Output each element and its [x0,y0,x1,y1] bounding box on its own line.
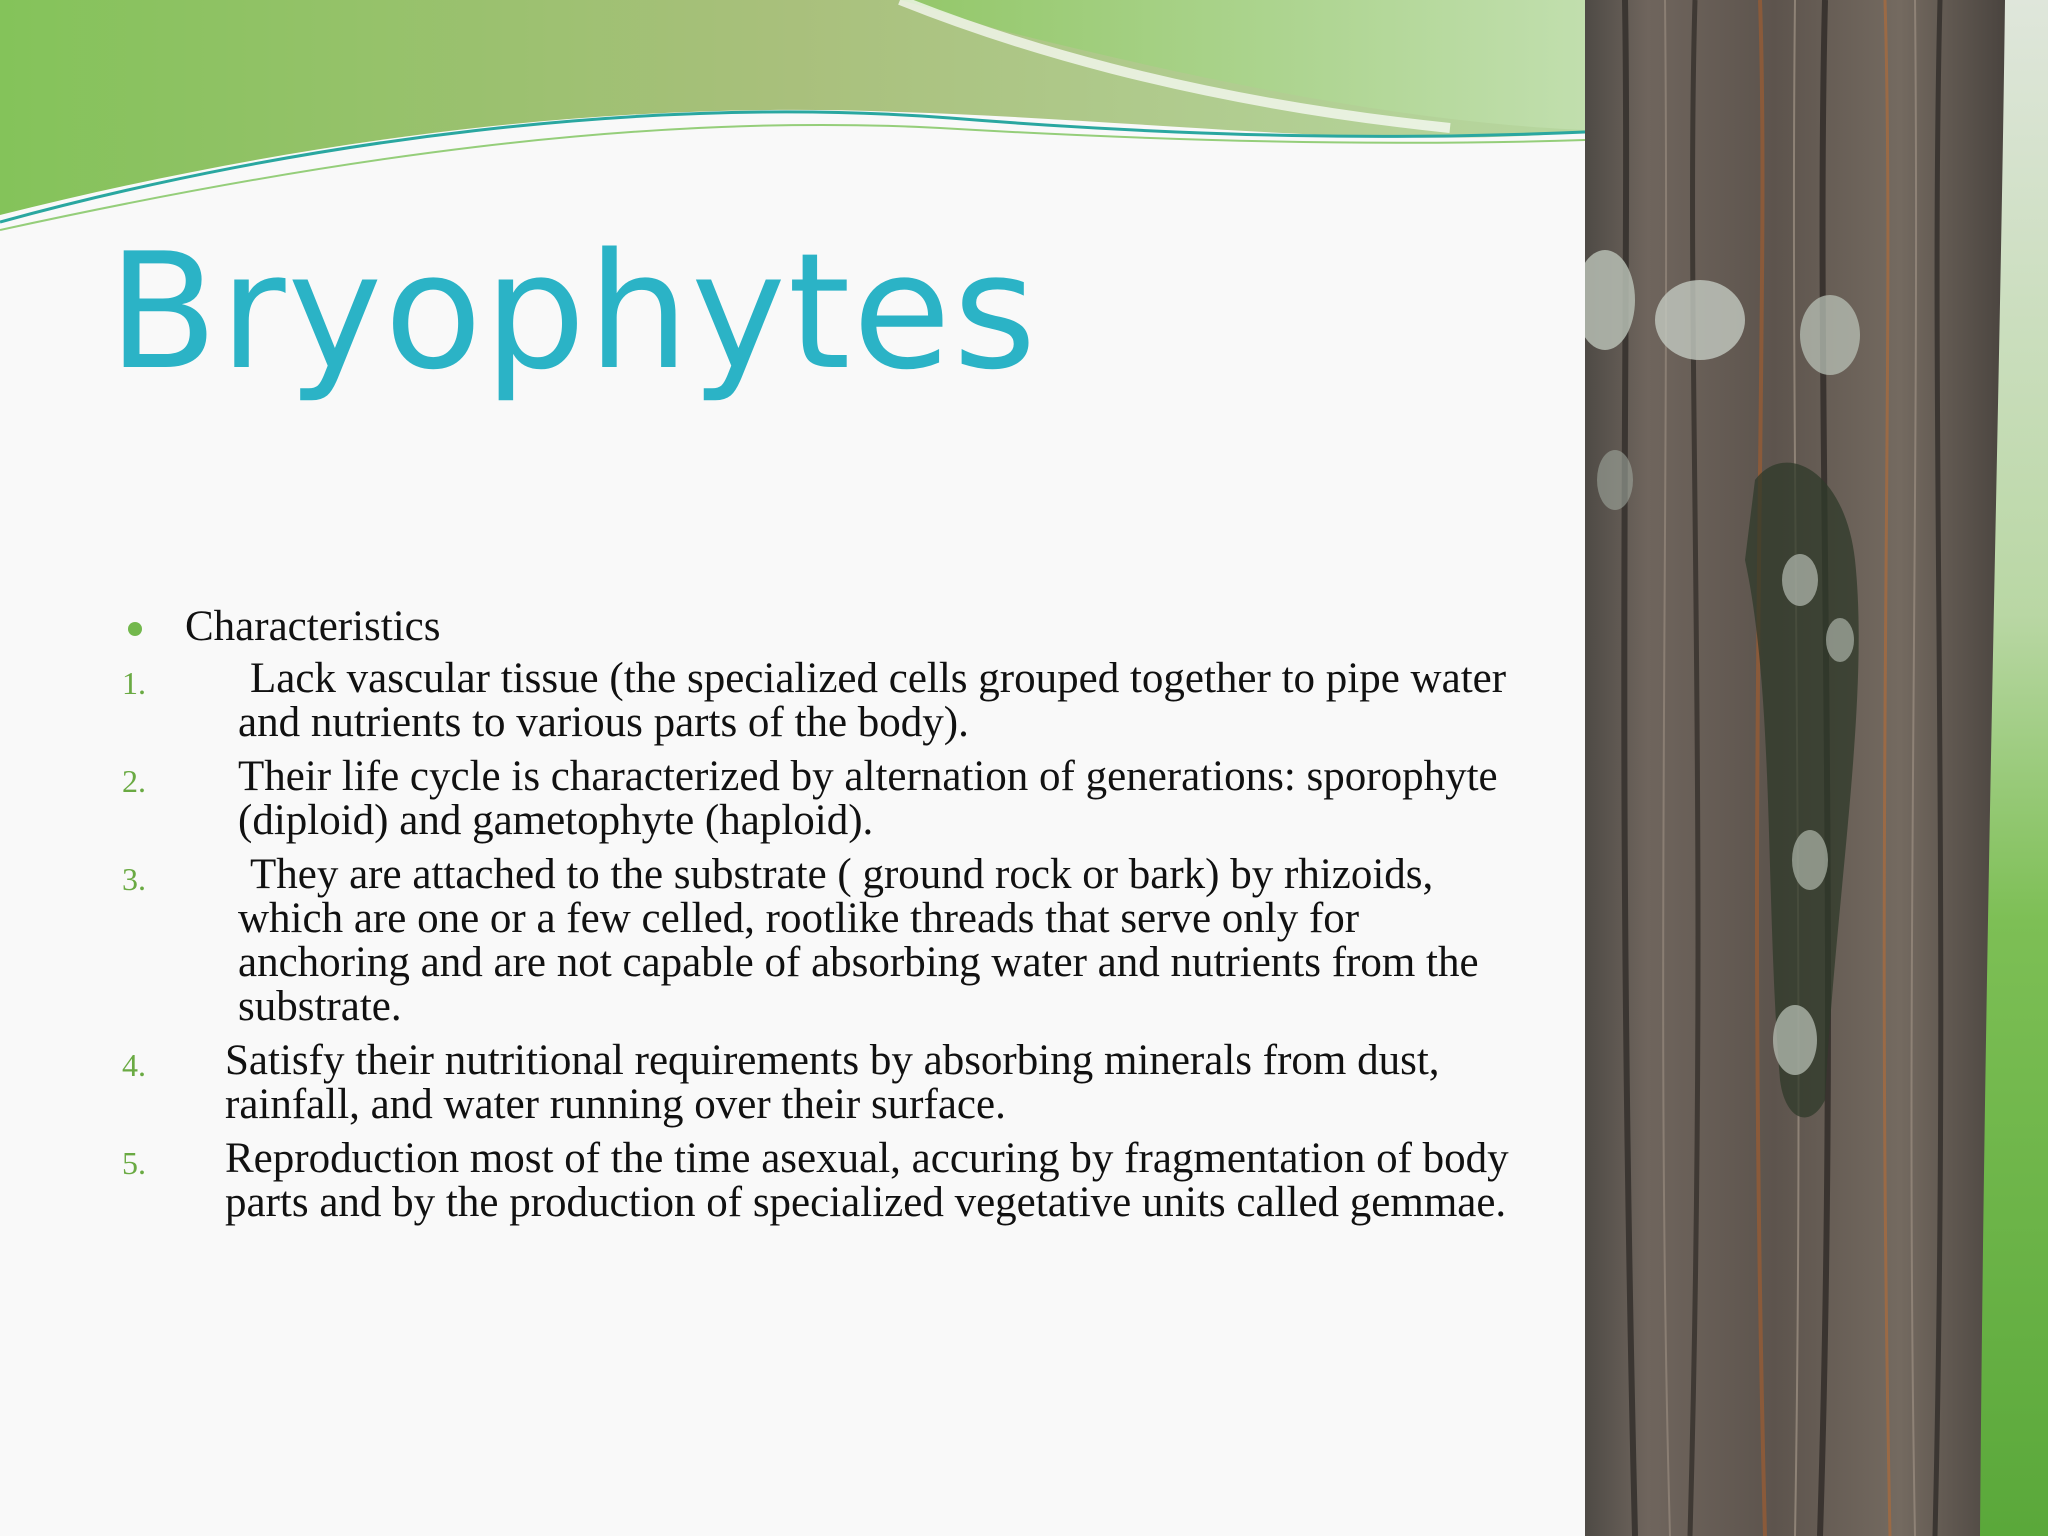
slide-body [120,605,1540,1235]
list-text: They are attached to the substrate ( ground rock or bark) by rhizoids, which are one or a few celled, rootlike threads that serve only for anchoring and are not capable of absorbing water and nutrients from the substrate. [238,851,1479,1030]
bullet-dot-icon [128,622,142,636]
list-item [120,1039,1540,1127]
tree-bark-photo [1585,0,2048,1536]
bullet-text: Characteristics [185,603,441,650]
list-text: Satisfy their nutritional requirements by absorbing minerals from dust, rainfall, and water running over their surface. [225,1037,1440,1128]
header-wave-decoration [0,0,1585,240]
list-number: 2. [122,763,146,799]
bullet-characteristics [120,605,1540,649]
list-item [120,657,1540,745]
list-item [120,853,1540,1029]
list-number: 3. [122,861,146,897]
list-item [120,1137,1540,1225]
list-text: Lack vascular tissue (the specialized cells grouped together to pipe water and nutrients to various parts of the body). [238,655,1507,746]
list-number: 5. [122,1145,146,1181]
list-item [120,755,1540,843]
list-text: Their life cycle is characterized by alternation of generations: sporophyte (diploid) and gametophyte (haploid). [238,753,1498,844]
list-number: 1. [122,665,146,701]
list-number: 4. [122,1047,146,1083]
slide-title: Bryophytes [108,218,1039,405]
list-text: Reproduction most of the time asexual, accuring by fragmentation of body parts and by the production of specialized vegetative units called gemmae. [225,1135,1509,1226]
